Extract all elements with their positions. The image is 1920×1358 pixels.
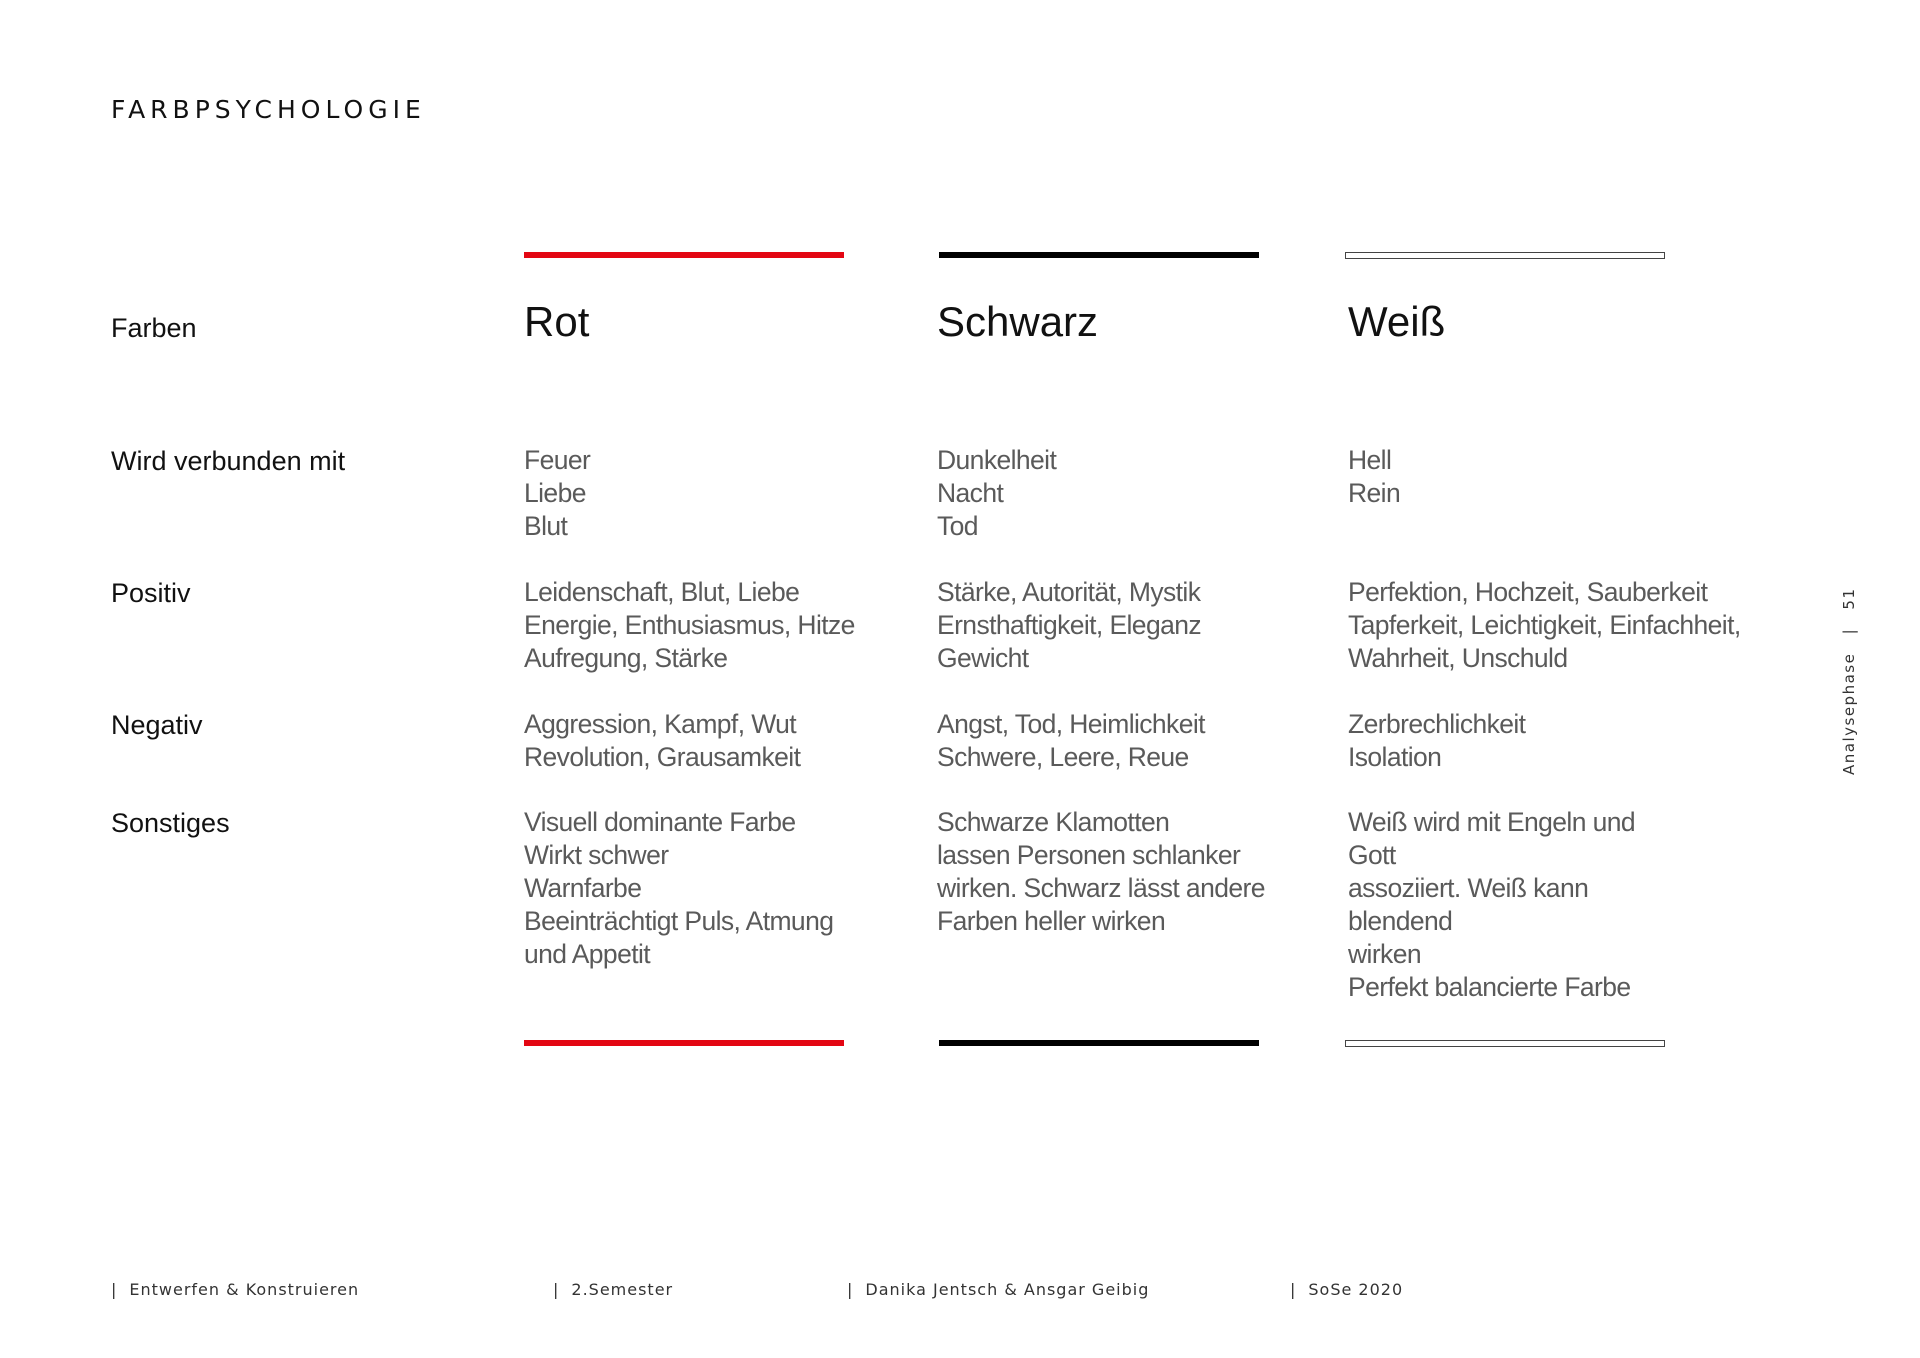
side-section: Analysephase	[1840, 652, 1858, 775]
footer-course-text: Entwerfen & Konstruieren	[129, 1280, 360, 1299]
weiss-verbunden: Hell Rein	[1348, 445, 1401, 508]
rot-top-bar	[524, 252, 844, 258]
column-title-weiss: Weiß	[1348, 298, 1446, 345]
schwarz-bottom-bar	[939, 1040, 1259, 1046]
rot-negativ: Aggression, Kampf, Wut Revolution, Grausamkeit	[524, 709, 801, 772]
column-title-schwarz: Schwarz	[937, 298, 1099, 345]
row-label-farben: Farben	[111, 313, 197, 343]
row-label-negativ: Negativ	[111, 710, 203, 740]
footer-separator: |	[1290, 1280, 1297, 1299]
footer-separator: |	[847, 1280, 854, 1299]
weiss-sonstiges: Weiß wird mit Engeln und Gott assoziiert. Weiß kann blendend wirken Perfekt balancierte Farbe	[1348, 807, 1636, 1002]
page-title: FARBPSYCHOLOGIE	[111, 95, 426, 124]
row-label-positiv: Positiv	[111, 578, 191, 608]
side-separator: |	[1840, 627, 1858, 635]
footer-course	[111, 1280, 359, 1299]
rot-verbunden: Feuer Liebe Blut	[524, 445, 591, 541]
footer-semester-text: 2.Semester	[571, 1280, 674, 1299]
page-number: 51	[1840, 587, 1858, 610]
schwarz-top-bar	[939, 252, 1259, 258]
footer-authors	[847, 1280, 1149, 1299]
footer-semester	[553, 1280, 673, 1299]
weiss-negativ: Zerbrechlichkeit Isolation	[1348, 709, 1526, 772]
weiss-positiv: Perfektion, Hochzeit, Sauberkeit Tapferkeit, Leichtigkeit, Einfachheit, Wahrheit, Unschuld	[1348, 577, 1741, 673]
footer-authors-text: Danika Jentsch & Ansgar Geibig	[865, 1280, 1150, 1299]
footer-term-text: SoSe 2020	[1308, 1280, 1404, 1299]
schwarz-negativ: Angst, Tod, Heimlichkeit Schwere, Leere, Reue	[937, 709, 1205, 772]
weiss-bottom-bar	[1345, 1040, 1665, 1047]
rot-bottom-bar	[524, 1040, 844, 1046]
rot-positiv: Leidenschaft, Blut, Liebe Energie, Enthusiasmus, Hitze Aufregung, Stärke	[524, 577, 855, 673]
row-label-sonstiges: Sonstiges	[111, 808, 230, 838]
schwarz-sonstiges: Schwarze Klamotten lassen Personen schlanker wirken. Schwarz lässt andere Farben heller wirken	[937, 807, 1265, 936]
footer-separator: |	[111, 1280, 118, 1299]
rot-sonstiges: Visuell dominante Farbe Wirkt schwer Warnfarbe Beeinträchtigt Puls, Atmung und Appetit	[524, 807, 834, 969]
schwarz-positiv: Stärke, Autorität, Mystik Ernsthaftigkeit, Eleganz Gewicht	[937, 577, 1202, 673]
footer-separator: |	[553, 1280, 560, 1299]
side-page-label	[1840, 587, 1858, 775]
schwarz-verbunden: Dunkelheit Nacht Tod	[937, 445, 1057, 541]
footer-term	[1290, 1280, 1403, 1299]
weiss-top-bar	[1345, 252, 1665, 259]
row-label-verbunden: Wird verbunden mit	[111, 446, 346, 476]
column-title-rot: Rot	[524, 298, 590, 345]
